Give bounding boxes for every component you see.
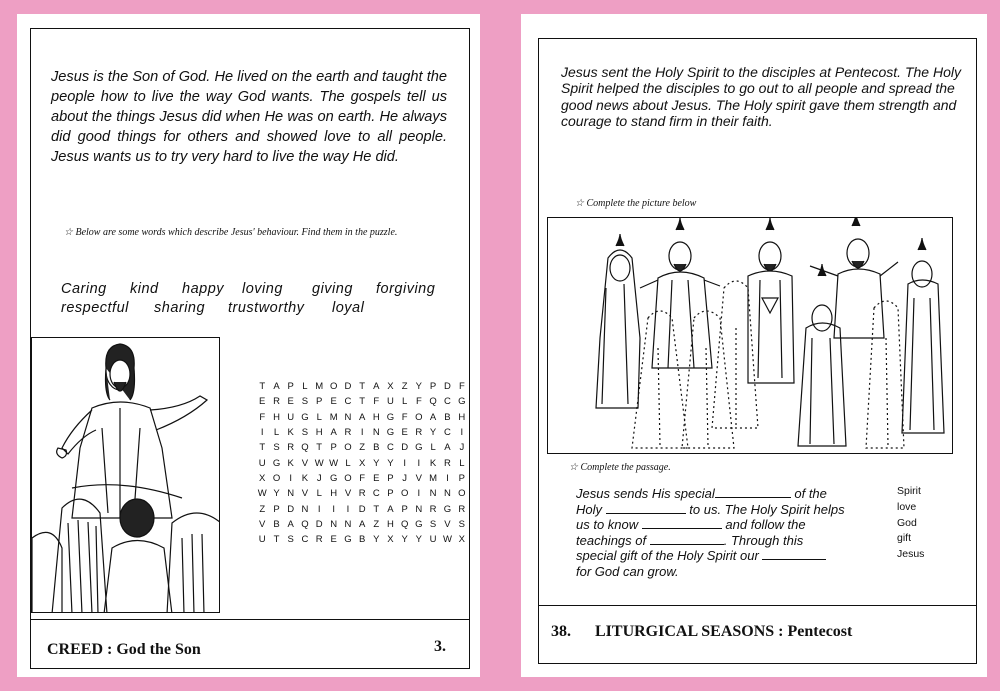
grid-letter[interactable]: F (259, 411, 266, 423)
blank-2[interactable] (606, 503, 686, 514)
grid-letter[interactable]: I (317, 503, 321, 515)
grid-letter[interactable]: A (444, 442, 451, 454)
grid-letter[interactable]: W (329, 457, 339, 469)
grid-letter[interactable]: M (315, 381, 324, 393)
grid-letter[interactable]: T (259, 381, 266, 393)
grid-letter[interactable]: L (316, 411, 322, 423)
grid-letter[interactable]: R (273, 396, 280, 408)
grid-letter[interactable]: R (458, 503, 466, 515)
grid-letter[interactable]: C (301, 534, 309, 546)
grid-letter[interactable]: W (257, 488, 267, 500)
grid-letter[interactable]: P (387, 488, 394, 500)
grid-letter[interactable]: O (344, 472, 352, 484)
grid-letter[interactable]: T (373, 503, 380, 515)
grid-letter[interactable]: D (344, 381, 352, 393)
grid-letter[interactable]: L (459, 457, 465, 469)
footer-divider (31, 619, 469, 620)
grid-letter[interactable]: Y (429, 427, 437, 439)
grid-letter[interactable]: R (444, 457, 451, 469)
grid-letter[interactable]: T (273, 534, 280, 546)
right-page (521, 14, 987, 677)
grid-letter[interactable]: R (415, 427, 423, 439)
word-bank (897, 484, 924, 563)
grid-letter[interactable]: I (332, 503, 335, 515)
grid-letter[interactable]: T (359, 396, 366, 408)
grid-letter[interactable]: E (373, 472, 380, 484)
grid-letter[interactable]: S (429, 518, 437, 530)
grid-letter[interactable]: L (345, 457, 351, 469)
grid-letter[interactable]: C (372, 488, 380, 500)
grid-letter[interactable]: V (444, 518, 451, 530)
grid-letter[interactable]: Y (373, 457, 380, 469)
grid-letter[interactable]: Q (400, 518, 409, 530)
grid-letter[interactable]: A (330, 427, 337, 439)
grid-letter[interactable]: G (272, 457, 281, 469)
grid-letter[interactable]: S (301, 427, 309, 439)
grid-letter[interactable]: P (273, 503, 280, 515)
grid-letter[interactable]: A (373, 381, 380, 393)
grid-letter[interactable]: I (289, 472, 293, 484)
grid-letter[interactable]: I (346, 503, 350, 515)
passage-instruction: ☆ Complete the passage. (569, 462, 671, 473)
grid-letter[interactable]: D (287, 503, 295, 515)
left-page (17, 14, 480, 677)
grid-letter[interactable]: K (301, 472, 309, 484)
grid-letter[interactable]: S (273, 442, 280, 454)
grid-letter[interactable]: A (273, 381, 280, 393)
grid-letter[interactable]: I (417, 488, 421, 500)
word-bank-item: Spirit (897, 485, 921, 497)
grid-letter[interactable]: L (302, 381, 308, 393)
grid-letter[interactable]: R (287, 442, 295, 454)
grid-letter[interactable]: N (301, 503, 309, 515)
grid-letter[interactable]: P (387, 472, 394, 484)
grid-letter[interactable]: G (301, 411, 309, 423)
grid-letter[interactable]: P (458, 472, 466, 484)
grid-letter[interactable]: M (329, 411, 338, 423)
blank-4[interactable] (650, 534, 724, 545)
grid-letter[interactable]: D (358, 503, 366, 515)
grid-letter[interactable]: B (358, 534, 366, 546)
grid-letter[interactable]: A (358, 518, 366, 530)
grid-letter[interactable]: M (429, 472, 438, 484)
grid-letter[interactable]: X (458, 534, 466, 546)
grid-row (255, 425, 469, 440)
grid-letter[interactable]: I (460, 427, 464, 439)
intro-text: Jesus is the Son of God. He lived on the earth and taught the people how to live the way God wants. The gospels tell us about the things Jesus did when He was on earth. He always did good things for others and showed love to all people. Jesus wants us to try very hard to live the way He did. (51, 69, 447, 165)
word-kind: kind (130, 281, 159, 297)
grid-letter[interactable]: I (446, 472, 449, 484)
grid-letter[interactable]: Y (387, 457, 394, 469)
picture-instruction: ☆ Complete the picture below (575, 198, 697, 209)
grid-letter[interactable]: O (400, 488, 409, 500)
grid-letter[interactable]: S (458, 518, 466, 530)
grid-letter[interactable]: E (330, 396, 337, 408)
grid-letter[interactable]: B (444, 411, 451, 423)
grid-letter[interactable]: K (287, 457, 294, 469)
grid-letter[interactable]: Y (273, 488, 280, 500)
grid-letter[interactable]: Q (429, 396, 437, 408)
grid-letter[interactable]: Y (415, 534, 423, 546)
grid-letter[interactable]: T (316, 442, 323, 454)
blank-5[interactable] (762, 549, 826, 560)
pentecost-illustration (547, 217, 953, 454)
grid-letter[interactable]: Z (259, 503, 266, 515)
star-icon: ☆ (64, 227, 73, 238)
grid-letter[interactable]: A (287, 518, 294, 530)
grid-letter[interactable]: N (415, 503, 423, 515)
grid-letter[interactable]: R (344, 427, 352, 439)
grid-letter[interactable]: Y (401, 534, 408, 546)
blank-3[interactable] (642, 518, 722, 529)
grid-letter[interactable]: G (329, 472, 338, 484)
passage-line-3b: and follow the (725, 517, 806, 532)
grid-row (255, 517, 469, 532)
grid-letter[interactable]: F (415, 396, 422, 408)
grid-letter[interactable]: G (443, 503, 452, 515)
footer-title: LITURGICAL SEASONS : Pentecost (595, 623, 853, 640)
grid-row (255, 471, 469, 486)
grid-letter[interactable]: J (402, 472, 408, 484)
grid-letter[interactable]: A (387, 503, 394, 515)
grid-letter[interactable]: W (314, 457, 324, 469)
word-sharing: sharing (154, 300, 206, 316)
grid-letter[interactable]: D (315, 518, 323, 530)
word-caring: Caring (61, 281, 107, 297)
grid-letter[interactable]: G (386, 427, 395, 439)
word-respectful: respectful (61, 300, 129, 316)
grid-letter[interactable]: N (344, 411, 352, 423)
grid-row (255, 455, 469, 470)
grid-letter[interactable]: E (259, 396, 266, 408)
grid-letter[interactable]: Y (415, 381, 423, 393)
left-page-frame (30, 28, 470, 669)
grid-letter[interactable]: H (372, 411, 380, 423)
grid-letter[interactable]: V (259, 518, 266, 530)
grid-letter[interactable]: H (330, 488, 338, 500)
word-search-instruction: ☆ Below are some words which describe Jesus' behaviour. Find them in the puzzle. (64, 227, 398, 238)
grid-letter[interactable]: H (315, 427, 323, 439)
grid-letter[interactable]: L (402, 396, 408, 408)
grid-letter[interactable]: H (273, 411, 280, 423)
grid-letter[interactable]: S (301, 396, 309, 408)
grid-letter[interactable]: F (458, 381, 465, 393)
grid-letter[interactable]: R (358, 488, 366, 500)
grid-row (255, 410, 469, 425)
grid-letter[interactable]: V (344, 488, 352, 500)
grid-letter[interactable]: U (258, 534, 266, 546)
grid-letter[interactable]: P (401, 503, 408, 515)
grid-letter[interactable]: G (415, 442, 423, 454)
word-happy: happy (182, 281, 225, 297)
grid-letter[interactable]: P (330, 442, 337, 454)
grid-row (255, 379, 469, 394)
grid-letter[interactable]: I (260, 427, 264, 439)
grid-letter[interactable]: U (387, 396, 394, 408)
grid-letter[interactable]: V (415, 472, 423, 484)
grid-letter[interactable]: N (344, 518, 352, 530)
grid-letter[interactable]: X (259, 472, 266, 484)
grid-letter[interactable]: K (429, 457, 437, 469)
word-search-grid (255, 379, 469, 547)
grid-letter[interactable]: R (429, 503, 437, 515)
word-bank-item: love (897, 500, 917, 513)
grid-letter[interactable]: G (415, 518, 423, 530)
word-bank-item: gift (897, 532, 912, 545)
grid-letter[interactable]: N (444, 488, 451, 500)
grid-letter[interactable]: O (272, 472, 281, 484)
grid-letter[interactable]: D (444, 381, 451, 393)
passage-line-3a: us to know (576, 517, 639, 532)
passage-line-4b: . Through this (723, 532, 804, 548)
grid-letter[interactable]: P (287, 381, 294, 393)
grid-letter[interactable]: J (459, 442, 465, 454)
grid-letter[interactable]: C (387, 442, 394, 454)
grid-letter[interactable]: K (287, 427, 294, 439)
grid-letter[interactable]: Q (301, 518, 309, 530)
page-number: 38. (551, 623, 571, 640)
grid-letter[interactable]: O (344, 442, 352, 454)
grid-letter[interactable]: Z (359, 442, 366, 454)
grid-letter[interactable]: E (287, 396, 294, 408)
grid-letter[interactable]: I (403, 457, 406, 469)
grid-letter[interactable]: O (329, 381, 338, 393)
word-forgiving: forgiving (376, 281, 436, 297)
grid-letter[interactable]: L (273, 427, 280, 439)
grid-letter[interactable]: U (287, 411, 295, 423)
grid-letter[interactable]: T (259, 442, 266, 454)
word-loyal: loyal (332, 300, 365, 316)
word-giving: giving (312, 281, 353, 297)
grid-letter[interactable]: E (330, 534, 337, 546)
grid-letter[interactable]: Z (373, 518, 380, 530)
grid-letter[interactable]: V (301, 488, 309, 500)
grid-letter[interactable]: C (444, 396, 451, 408)
grid-letter[interactable]: I (360, 427, 364, 439)
grid-letter[interactable]: G (458, 396, 466, 408)
grid-letter[interactable]: L (316, 488, 322, 500)
passage-line-2b: to us. The Holy Spirit helps (689, 501, 845, 517)
word-bank-item: God (897, 516, 917, 529)
grid-letter[interactable]: X (387, 381, 394, 393)
grid-letter[interactable]: P (429, 381, 437, 393)
grid-letter[interactable]: O (458, 488, 466, 500)
grid-letter[interactable]: A (358, 411, 366, 423)
grid-letter[interactable]: G (344, 534, 352, 546)
grid-letter[interactable]: V (301, 457, 309, 469)
intro-text: Jesus sent the Holy Spirit to the disciples at Pentecost. The Holy Spirit helped the disciples to go out to all people and spread the good news about Jesus. The Holy spirit gave them strength and courage to stand firm in their faith. (561, 64, 961, 130)
grid-letter[interactable]: H (458, 411, 466, 423)
grid-letter[interactable]: N (372, 427, 380, 439)
grid-letter[interactable]: S (287, 534, 294, 546)
grid-letter[interactable]: U (258, 457, 266, 469)
word-loving: loving (242, 281, 283, 297)
grid-row (255, 486, 469, 501)
footer-divider (539, 605, 976, 606)
grid-letter[interactable]: C (444, 427, 451, 439)
grid-letter[interactable]: U (429, 534, 437, 546)
passage-line-4a: teachings of (576, 532, 647, 548)
grid-letter[interactable]: D (401, 442, 409, 454)
grid-letter[interactable]: B (273, 518, 280, 530)
grid-letter[interactable]: G (386, 411, 395, 423)
blank-1[interactable] (715, 487, 791, 498)
right-page-frame (538, 38, 977, 664)
grid-letter[interactable]: N (429, 488, 437, 500)
grid-letter[interactable]: J (316, 472, 322, 484)
grid-letter[interactable]: W (442, 534, 452, 546)
grid-row (255, 532, 469, 547)
jesus-teaching-illustration (31, 337, 220, 613)
passage-line-6: for God can grow. (576, 563, 679, 579)
grid-letter[interactable]: I (417, 457, 421, 469)
fill-in-passage (576, 486, 860, 579)
word-bank-item: Jesus (897, 548, 925, 561)
grid-letter[interactable]: F (401, 411, 408, 423)
grid-letter[interactable]: Y (373, 534, 380, 546)
passage-line-5: special gift of the Holy Spirit our (576, 548, 759, 563)
grid-letter[interactable]: F (359, 472, 366, 484)
grid-letter[interactable]: E (401, 427, 408, 439)
grid-letter[interactable]: N (330, 518, 338, 530)
grid-letter[interactable]: X (387, 534, 394, 546)
grid-letter[interactable]: R (315, 534, 323, 546)
grid-letter[interactable]: X (358, 457, 366, 469)
grid-letter[interactable]: T (359, 381, 366, 393)
passage-line-1b: of the (794, 486, 827, 501)
grid-letter[interactable]: Z (401, 381, 408, 393)
grid-letter[interactable]: L (430, 442, 436, 454)
grid-row (255, 501, 469, 516)
grid-letter[interactable]: A (429, 411, 437, 423)
grid-letter[interactable]: B (373, 442, 380, 454)
grid-letter[interactable]: N (287, 488, 295, 500)
grid-letter[interactable]: C (344, 396, 352, 408)
grid-letter[interactable]: F (373, 396, 380, 408)
grid-letter[interactable]: Q (301, 442, 309, 454)
grid-letter[interactable]: H (387, 518, 394, 530)
passage-line-1: Jesus sends His special (576, 486, 715, 501)
passage-line-2a: Holy (576, 501, 603, 517)
footer-title: CREED : God the Son (47, 641, 201, 658)
grid-row (255, 440, 469, 455)
word-trustworthy: trustworthy (228, 300, 305, 316)
grid-letter[interactable]: P (316, 396, 323, 408)
grid-row (255, 394, 469, 409)
grid-letter[interactable]: O (415, 411, 423, 423)
page-number: 3. (434, 638, 446, 655)
